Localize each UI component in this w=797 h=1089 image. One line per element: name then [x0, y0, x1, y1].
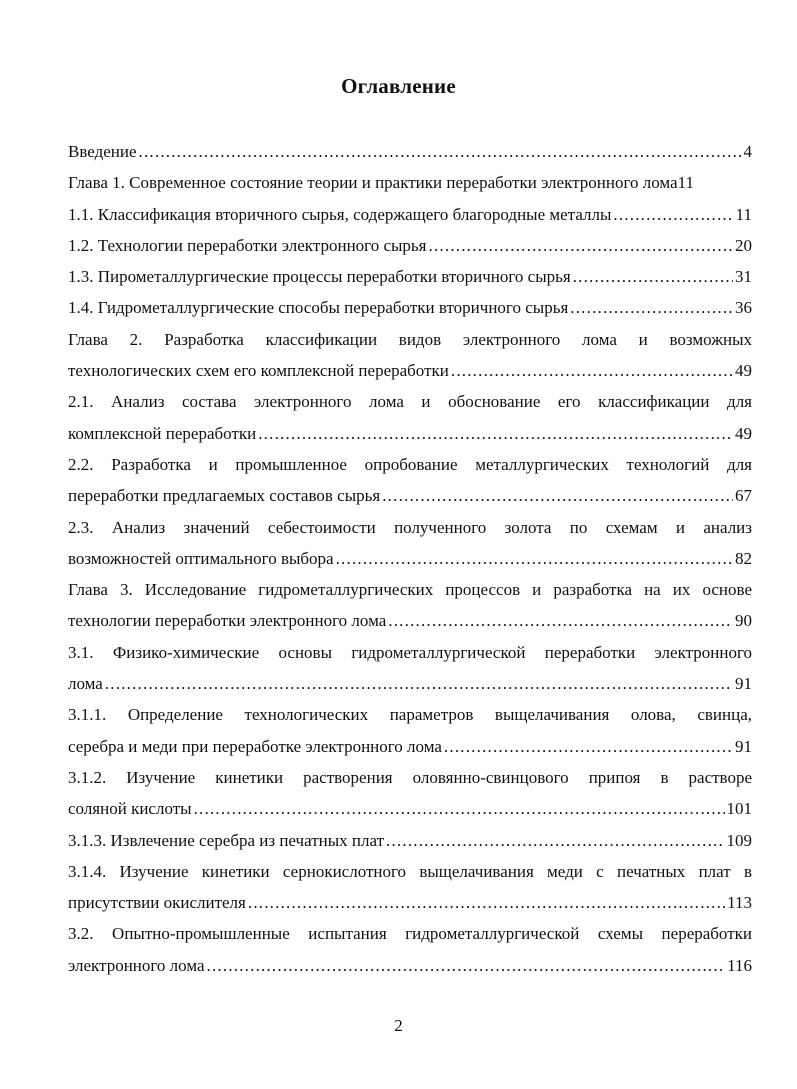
toc-entry-last-line — [68, 605, 752, 636]
toc-entry-title: серебра и меди при переработке электронного лома — [68, 736, 442, 756]
toc-entry-title: 1.4. Гидрометаллургические способы переработки вторичного сырья — [68, 298, 569, 318]
toc-entry-last-line — [68, 825, 752, 856]
toc-entry-line: 3.1.1. Определение технологических параметров выщелачивания олова, свинца, — [68, 705, 752, 725]
toc-entry-last-line — [68, 543, 752, 574]
toc-entry-title: Глава 1. Современное состояние теории и практики переработки электронного лома — [68, 173, 678, 193]
toc-entry-title: возможностей оптимального выбора — [68, 548, 334, 568]
toc-entry-last-line — [68, 731, 752, 762]
toc-entry[interactable] — [68, 449, 752, 512]
toc-entry-line: 3.1.2. Изучение кинетики растворения оловянно-свинцового припоя в растворе — [68, 767, 752, 787]
toc-entry-last-line — [68, 355, 752, 386]
toc-entry-title: 1.2. Технологии переработки электронного сырья — [68, 235, 427, 255]
toc-entry[interactable] — [68, 918, 752, 981]
dot-leader — [248, 887, 725, 918]
toc-entry-line: 3.1. Физико-химические основы гидрометаллургической переработки электронного — [68, 642, 752, 662]
table-of-contents — [68, 136, 752, 981]
dot-leader — [105, 668, 733, 699]
toc-entry-title: Введение — [68, 142, 137, 161]
toc-entry[interactable] — [68, 324, 752, 387]
toc-entry-line: Глава 3. Исследование гидрометаллургических процессов и разработка на их основе — [68, 580, 752, 600]
toc-entry-title: 1.3. Пирометаллургические процессы переработки вторичного сырья — [68, 267, 571, 287]
toc-entry-page: 31 — [735, 267, 752, 287]
dot-leader — [139, 136, 742, 167]
toc-entry-last-line — [68, 950, 752, 981]
toc-entry-last-line — [68, 793, 752, 824]
toc-entry-title: комплексной переработки — [68, 423, 257, 443]
toc-entry-page: 116 — [727, 955, 752, 975]
toc-entry-title: 1.1. Классификация вторичного сырья, содержащего благородные металлы — [68, 204, 612, 224]
dot-leader — [573, 261, 733, 292]
dot-leader — [444, 731, 733, 762]
toc-entry-last-line — [68, 292, 752, 323]
toc-entry-title: лома — [68, 674, 103, 694]
dot-leader — [388, 605, 733, 636]
toc-entry-page: 36 — [735, 298, 752, 318]
toc-entry[interactable] — [68, 199, 752, 230]
toc-entry-title: соляной кислоты — [68, 799, 192, 819]
toc-entry-last-line — [68, 167, 752, 198]
toc-entry-page: 20 — [735, 235, 752, 255]
toc-entry-last-line — [68, 136, 752, 167]
toc-entry[interactable] — [68, 261, 752, 292]
toc-entry[interactable] — [68, 856, 752, 919]
toc-entry[interactable] — [68, 230, 752, 261]
dot-leader — [194, 793, 725, 824]
toc-entry[interactable] — [68, 762, 752, 825]
dot-leader — [258, 418, 733, 449]
toc-entry-last-line — [68, 230, 752, 261]
toc-entry-page: 109 — [726, 830, 752, 850]
toc-entry-last-line — [68, 668, 752, 699]
toc-entry[interactable] — [68, 637, 752, 700]
toc-entry-page: 11 — [735, 204, 752, 224]
toc-entry-line: 2.2. Разработка и промышленное опробование металлургических технологий для — [68, 454, 752, 474]
page-number: 2 — [394, 1016, 403, 1035]
toc-entry-last-line — [68, 887, 752, 918]
toc-entry-title: 3.1.3. Извлечение серебра из печатных плат — [68, 830, 385, 850]
toc-entry-last-line — [68, 261, 752, 292]
dot-leader — [570, 292, 733, 323]
toc-entry[interactable] — [68, 167, 752, 198]
toc-entry-title: присутствии окислителя — [68, 893, 246, 913]
toc-entry-line: 2.1. Анализ состава электронного лома и обоснование его классификации для — [68, 392, 752, 412]
page-title: Оглавление — [341, 74, 456, 98]
toc-entry-title: переработки предлагаемых составов сырья — [68, 486, 381, 506]
toc-entry[interactable] — [68, 292, 752, 323]
toc-entry-title: технологии переработки электронного лома — [68, 611, 387, 631]
toc-entry-page: 90 — [735, 611, 752, 631]
toc-entry-page: 11 — [677, 173, 694, 193]
toc-entry-page: 91 — [735, 674, 752, 694]
toc-entry-line: Глава 2. Разработка классификации видов электронного лома и возможных — [68, 329, 752, 349]
dot-leader — [207, 950, 726, 981]
toc-entry[interactable] — [68, 512, 752, 575]
toc-entry-page: 91 — [735, 736, 752, 756]
toc-entry-last-line — [68, 199, 752, 230]
toc-entry-title: электронного лома — [68, 955, 205, 975]
toc-entry-last-line — [68, 418, 752, 449]
toc-entry-line: 2.3. Анализ значений себестоимости полученного золота по схемам и анализ — [68, 517, 752, 537]
toc-entry-page: 101 — [726, 799, 752, 819]
dot-leader — [336, 543, 733, 574]
toc-entry-line: 3.2. Опытно-промышленные испытания гидрометаллургической схемы переработки — [68, 924, 752, 944]
toc-entry[interactable] — [68, 386, 752, 449]
toc-entry-last-line — [68, 480, 752, 511]
dot-leader — [613, 199, 733, 230]
dot-leader — [382, 480, 733, 511]
toc-entry-page: 113 — [727, 893, 752, 913]
toc-entry[interactable] — [68, 574, 752, 637]
dot-leader — [451, 355, 733, 386]
toc-entry-page: 67 — [735, 486, 752, 506]
dot-leader — [386, 825, 724, 856]
toc-entry[interactable] — [68, 136, 752, 167]
dot-leader — [429, 230, 733, 261]
toc-entry-page: 49 — [735, 361, 752, 381]
toc-entry-page: 49 — [735, 423, 752, 443]
toc-entry-line: 3.1.4. Изучение кинетики сернокислотного выщелачивания меди с печатных плат в — [68, 861, 752, 881]
toc-entry-title: технологических схем его комплексной переработки — [68, 361, 449, 381]
toc-entry-page: 4 — [743, 142, 752, 161]
toc-entry[interactable] — [68, 699, 752, 762]
toc-entry[interactable] — [68, 825, 752, 856]
toc-entry-page: 82 — [735, 548, 752, 568]
